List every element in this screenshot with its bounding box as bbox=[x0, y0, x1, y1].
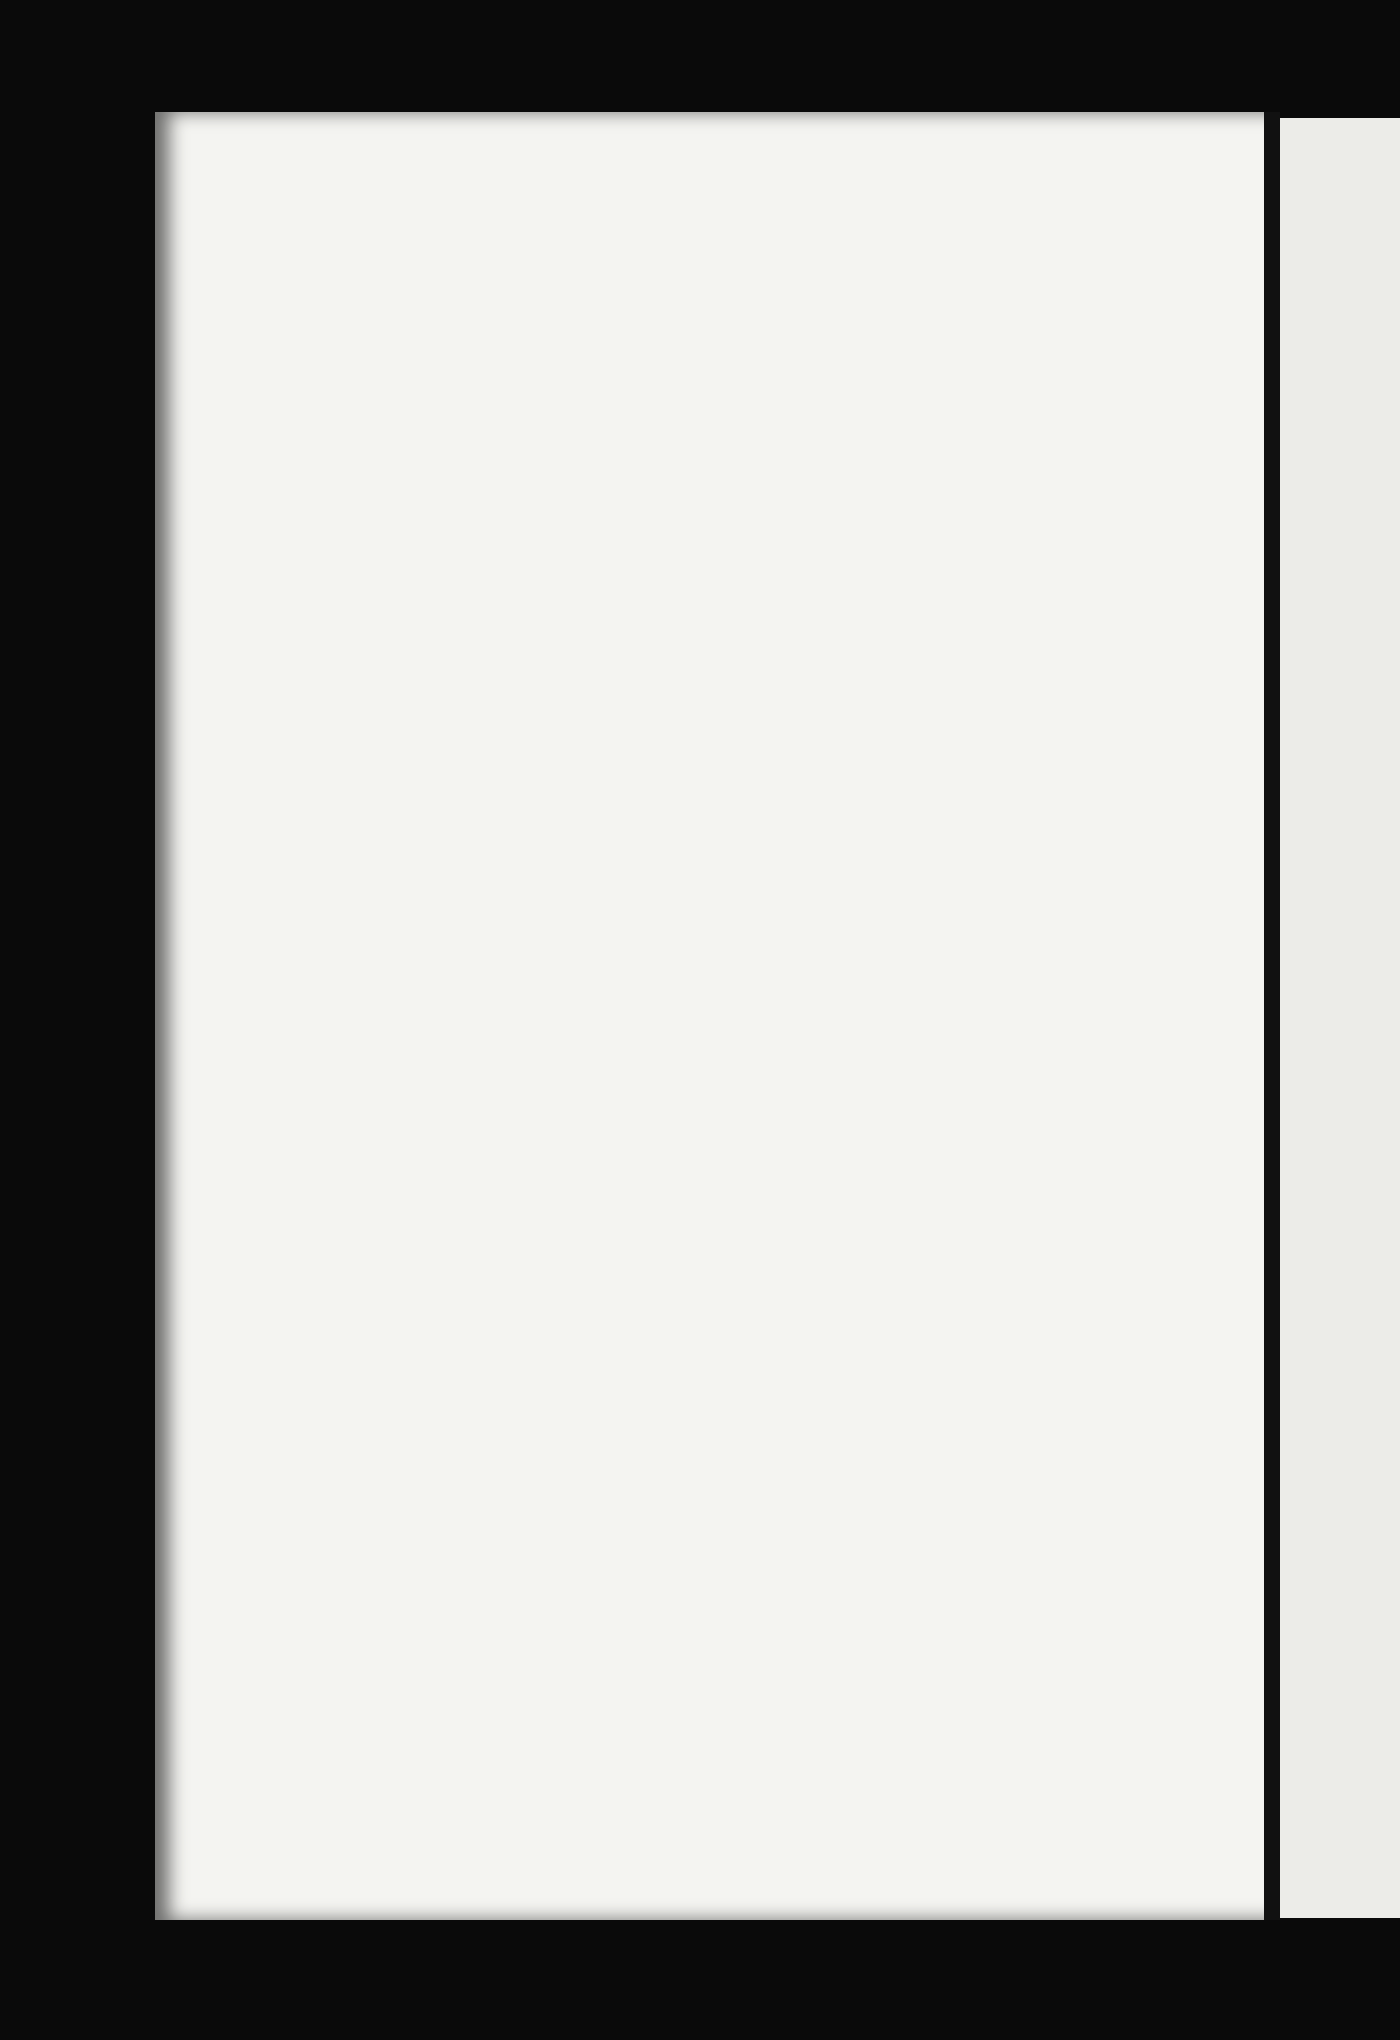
page-gutter bbox=[1264, 112, 1280, 1920]
book-page bbox=[155, 112, 1270, 1920]
adjacent-page-fragment bbox=[1280, 118, 1400, 1918]
